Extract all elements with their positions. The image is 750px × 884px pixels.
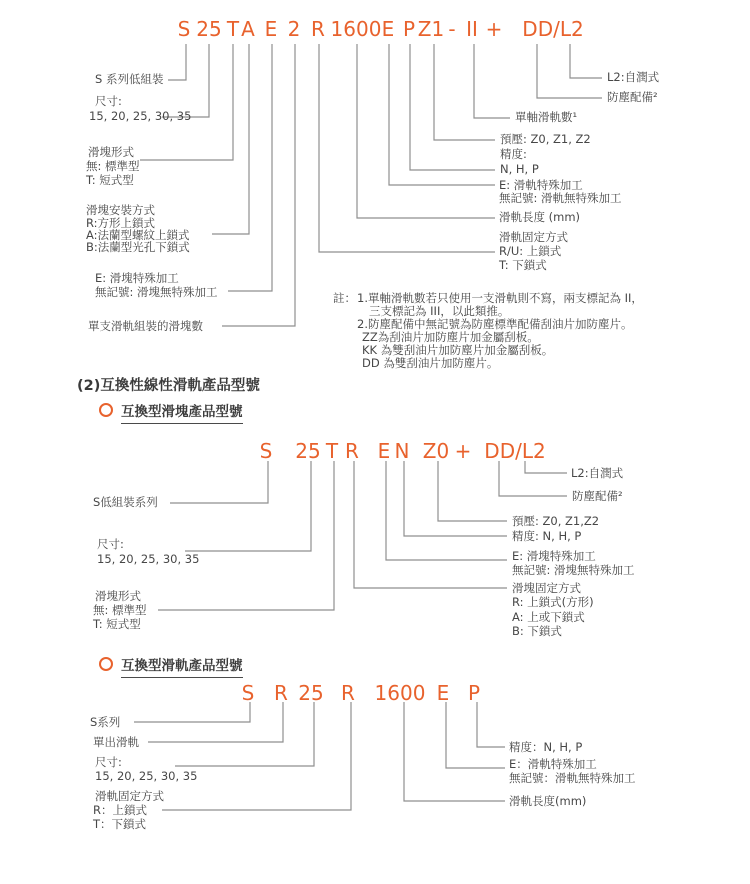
label-block-special: E: 滑塊特殊加工 (95, 271, 179, 285)
code-token: E (377, 439, 391, 463)
label-series: S低組裝系列 (93, 495, 158, 509)
label-block-short: T: 短式型 (86, 173, 134, 187)
code-token: E (436, 681, 450, 705)
note-line-5: KK 為雙刮油片加防塵片加金屬刮板。 (362, 343, 554, 357)
code-token: E (381, 17, 395, 41)
label-block-std: 無: 標準型 (86, 159, 140, 173)
label-size-values: 15, 20, 25, 30, 35 (97, 552, 200, 566)
code-token: S (177, 17, 191, 41)
code-token: S (259, 439, 273, 463)
label-block-nospecial: 無記號: 滑塊無特殊加工 (512, 563, 635, 577)
label-accuracy: 精度：N, H, P (509, 740, 583, 754)
section-heading: (2)互換性線性滑軌產品型號 (77, 378, 260, 394)
label-size-title: 尺寸: (95, 94, 122, 108)
code-token: R (345, 439, 359, 463)
label-fix-r: R: 上鎖式(方形) (512, 595, 594, 609)
label-preload: 預壓: Z0, Z1,Z2 (512, 514, 600, 528)
code-token: E (264, 17, 278, 41)
code-token: DD/L2 (522, 17, 584, 41)
code-token: S (241, 681, 255, 705)
label-rail-nospecial: 無記號: 滑軌無特殊加工 (499, 191, 622, 205)
label-l2: L2:自潤式 (607, 70, 660, 84)
label-mount-r: R:方形上鎖式 (86, 216, 156, 230)
label-block-special: E: 滑塊特殊加工 (512, 549, 596, 563)
label-fix-title: 滑塊固定方式 (512, 581, 581, 595)
label-rail-fix-title: 滑軌固定方式 (499, 230, 568, 244)
label-rail-length: 滑軌長度(mm) (509, 794, 587, 808)
note-line-2: 三支標記為 III，以此類推。 (369, 304, 510, 318)
label-block-type: 滑塊形式 (88, 145, 134, 159)
label-mount-b: B:法蘭型光孔下鎖式 (86, 240, 190, 254)
code-token: 25 (298, 681, 324, 705)
label-fix-a: A: 上或下鎖式 (512, 610, 585, 624)
label-size-title: 尺寸: (97, 537, 124, 551)
code-token: R (274, 681, 288, 705)
label-accuracy-title: 精度: (500, 147, 527, 161)
label-series: S系列 (90, 715, 121, 729)
label-block-std: 無: 標準型 (93, 603, 147, 617)
code-token: P (402, 17, 416, 41)
code-token: Z1 (417, 17, 445, 41)
label-single-rail: 單出滑軌 (93, 735, 139, 749)
label-l2: L2:自潤式 (571, 466, 624, 480)
label-accuracy: 精度: N, H, P (512, 529, 582, 543)
code-token: T (325, 439, 339, 463)
code-token: T (226, 17, 240, 41)
label-series: S 系列低組裝 (95, 72, 164, 86)
code-token: A (241, 17, 255, 41)
subheading-block-type: 互換型滑塊產品型號 (121, 400, 243, 424)
label-mount-title: 滑塊安裝方式 (86, 203, 155, 217)
label-preload: 預壓: Z0, Z1, Z2 (500, 132, 591, 146)
label-fix-r: R：上鎖式 (93, 803, 147, 817)
label-dustproof: 防塵配備² (607, 90, 658, 104)
note-label: 註： (333, 291, 356, 305)
code-token: II (466, 17, 478, 41)
label-rail-length: 滑軌長度 (mm) (499, 210, 581, 224)
code-token: 25 (295, 439, 321, 463)
label-block-nospecial: 無記號: 滑塊無特殊加工 (95, 285, 218, 299)
code-token: N (394, 439, 410, 463)
label-size-title: 尺寸: (95, 755, 122, 769)
label-dustproof: 防塵配備² (572, 489, 623, 503)
note-line-4: ZZ為刮油片加防塵片加金屬刮板。 (362, 330, 539, 344)
label-rail-fix-t: T: 下鎖式 (499, 258, 547, 272)
label-rail-special: E: 滑軌特殊加工 (499, 178, 583, 192)
label-fix-t: T：下鎖式 (93, 817, 147, 831)
code-token: + (485, 17, 503, 41)
label-blocks-count: 單支滑軌組裝的滑塊數 (88, 319, 203, 333)
label-block-short: T: 短式型 (93, 617, 141, 631)
code-token: + (454, 439, 472, 463)
label-rail-special: E：滑軌特殊加工 (509, 757, 597, 771)
code-token: Z0 (422, 439, 450, 463)
code-token: DD/L2 (484, 439, 546, 463)
code-token: P (467, 681, 481, 705)
code-token: - (448, 17, 456, 41)
note-line-3: 2.防塵配備中無記號為防塵標準配備刮油片加防塵片。 (357, 317, 633, 331)
bullet-circle-icon (99, 403, 113, 417)
code-token: R (311, 17, 325, 41)
label-rail-nospecial: 無記號：滑軌無特殊加工 (509, 771, 636, 785)
bullet-circle-icon (99, 657, 113, 671)
label-rail-fix-ru: R/U: 上鎖式 (499, 244, 562, 258)
label-fix-title: 滑軌固定方式 (95, 789, 164, 803)
note-line-6: DD 為雙刮油片加防塵片。 (362, 356, 499, 370)
code-token: 25 (196, 17, 222, 41)
label-rail-count: 單軸滑軌數¹ (515, 110, 578, 124)
label-block-type: 滑塊形式 (95, 589, 141, 603)
label-mount-a: A:法蘭型螺紋上鎖式 (86, 228, 190, 242)
subheading-rail-type: 互換型滑軌產品型號 (121, 654, 243, 678)
label-accuracy-values: N, H, P (500, 162, 539, 176)
label-size-values: 15, 20, 25, 30, 35 (89, 109, 192, 123)
label-fix-b: B: 下鎖式 (512, 624, 562, 638)
code-token: R (341, 681, 355, 705)
note-line-1: 1.單軸滑軌數若只使用一支滑軌則不寫，兩支標記為 II， (357, 291, 643, 305)
code-token: 1600 (330, 17, 382, 41)
code-token: 2 (287, 17, 301, 41)
code-token: 1600 (374, 681, 426, 705)
label-size-values: 15, 20, 25, 30, 35 (95, 769, 198, 783)
